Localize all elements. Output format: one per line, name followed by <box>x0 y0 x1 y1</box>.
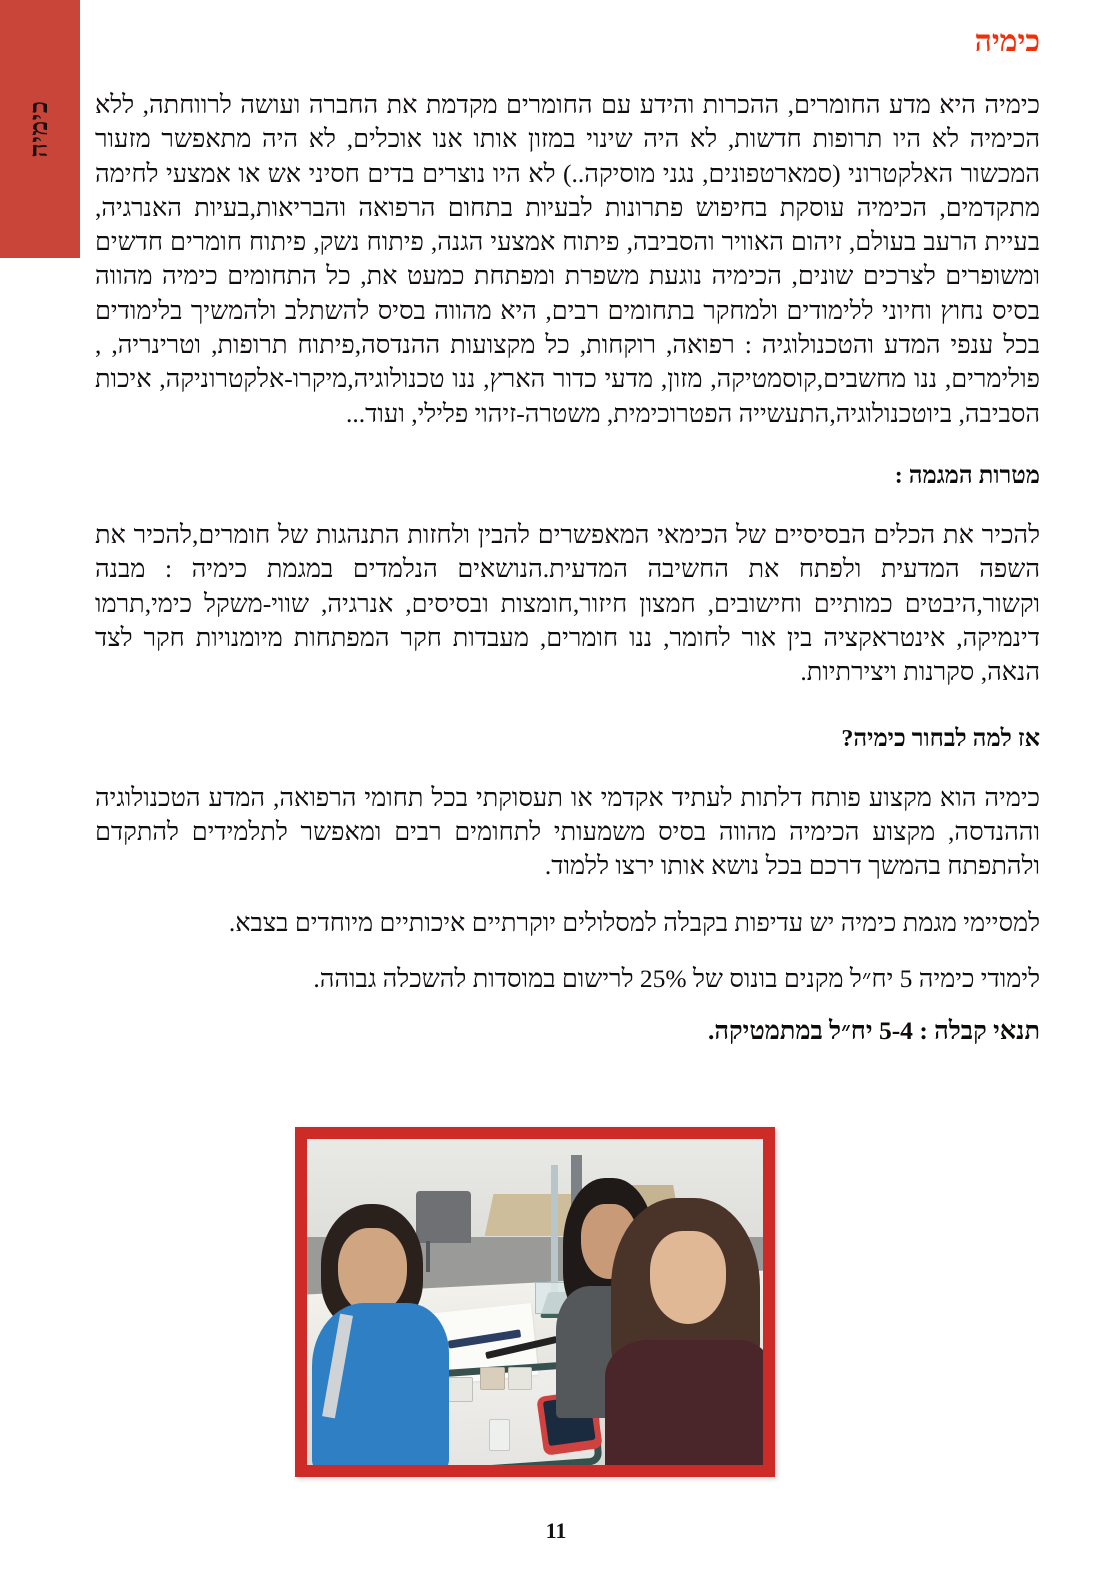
spacer <box>95 755 1040 781</box>
photo-student-face <box>650 1231 726 1324</box>
spacer <box>95 996 1040 1014</box>
page-title: כימיה <box>974 25 1040 58</box>
preference-paragraph: למסיימי מגמת כימיה יש עדיפות בקבלה למסלולים יוקרתיים איכותיים מיוחדים בצבא. <box>228 907 1040 937</box>
page-number: 11 <box>545 1518 567 1543</box>
photo-bottle <box>489 1419 509 1450</box>
spacer <box>95 431 1040 461</box>
spacer <box>95 492 1040 518</box>
photo-frame <box>295 1127 775 1477</box>
why-paragraph: כימיה הוא מקצוע פותח דלתות לעתיד אקדמי או תעסוקתי בכל תחומי הרפואה, המדע הטכנולוגיה וההנדסה, מקצוע הכימיה מהווה בסיס משמעותי לתחומים רבים ומאפשר לתלמידים להתקדם ולהתפתח בהמשך דרכם בכל נושא אותו ירצו ללמוד. <box>95 782 1040 881</box>
goals-paragraph: להכיר את הכלים הבסיסיים של הכימאי המאפשרים להבין ולחזות התנהגות של חומרים,להכיר את השפה המדעית ולפתח את החשיבה המדעית.הנושאים הנלמדים במגמת כימיה : מבנה וקשור,היבטים כמותיים וחישובים, חמצון חיזור,חומצות ובסיסים, אנרגיה, שווי-משקל כימי,תרמו דינמיקה, אינטראקציה בין אור לחומר, ננו חומרים, מעבדות חקר המפתחות מיומנויות חקר לצד הנאה, סקרנות ויצירתיות. <box>95 520 1040 687</box>
spacer <box>95 940 1040 962</box>
admission-line: תנאי קבלה : 5-4 יח״ל במתמטיקה. <box>707 1016 1040 1046</box>
photo-student-face <box>338 1228 407 1314</box>
bonus-paragraph: לימודי כימיה 5 יח״ל מקנים בונוס של 25% לרישום במוסדות להשכלה גבוהה. <box>313 964 1040 994</box>
goals-heading: מטרות המגמה : <box>894 462 1040 489</box>
side-tab-label: כימיה <box>26 100 53 158</box>
spacer <box>95 884 1040 906</box>
photo-vial <box>480 1367 505 1390</box>
main-content <box>95 88 1040 1047</box>
photo-student-body <box>605 1340 764 1465</box>
side-tab <box>0 0 80 258</box>
lab-photo <box>307 1139 763 1465</box>
photo-student <box>312 1204 476 1465</box>
photo-vial <box>508 1367 533 1390</box>
photo-student <box>608 1198 763 1465</box>
spacer <box>95 690 1040 724</box>
why-heading: אז למה לבחור כימיה? <box>841 725 1040 752</box>
intro-paragraph: כימיה היא מדע החומרים, ההכרות והידע עם החומרים מקדמת את החברה ועושה לרווחתה, ללא הכימיה לא היו תרופות חדשות, לא היה שינוי במזון אותו אנו אוכלים, לא היה מתאפשר מזעור המכשור האלקטרוני (סמארטפונים, נגני מוסיקה..) לא היו נוצרים בדים חסיני אש או אמצעי לחימה מתקדמים, הכימיה עוסקת בחיפוש פתרונות לבעיות בתחום הרפואה והבריאות,בעיות האנרגיה, בעיית הרעב בעולם, זיהום האוויר והסביבה, פיתוח אמצעי הגנה, פיתוח נשק, פיתוח חומרים חדשים ומשופרים לצרכים שונים, הכימיה נוגעת משפרת ומפתחת כמעט את, כל התחומים כימיה מהווה בסיס נחוץ וחיוני ללימודים ולמחקר בתחומים רבים, היא מהווה בסיס להשתלב ולהמשיך בלימודים בכל ענפי המדע והטכנולוגיה : רפואה, רוקחות, כל מקצועות ההנדסה,פיתוח תרופות, וטרינריה, , פולימרים, ננו מחשבים,קוסמטיקה, מזון, מדעי כדור הארץ, ננו טכנולוגיה,מיקרו-אלקטרוניקה, איכות הסביבה, ביוטכנולוגיה,התעשייה הפטרוכימית, משטרה-זיהוי פלילי, ועוד... <box>95 90 1040 428</box>
